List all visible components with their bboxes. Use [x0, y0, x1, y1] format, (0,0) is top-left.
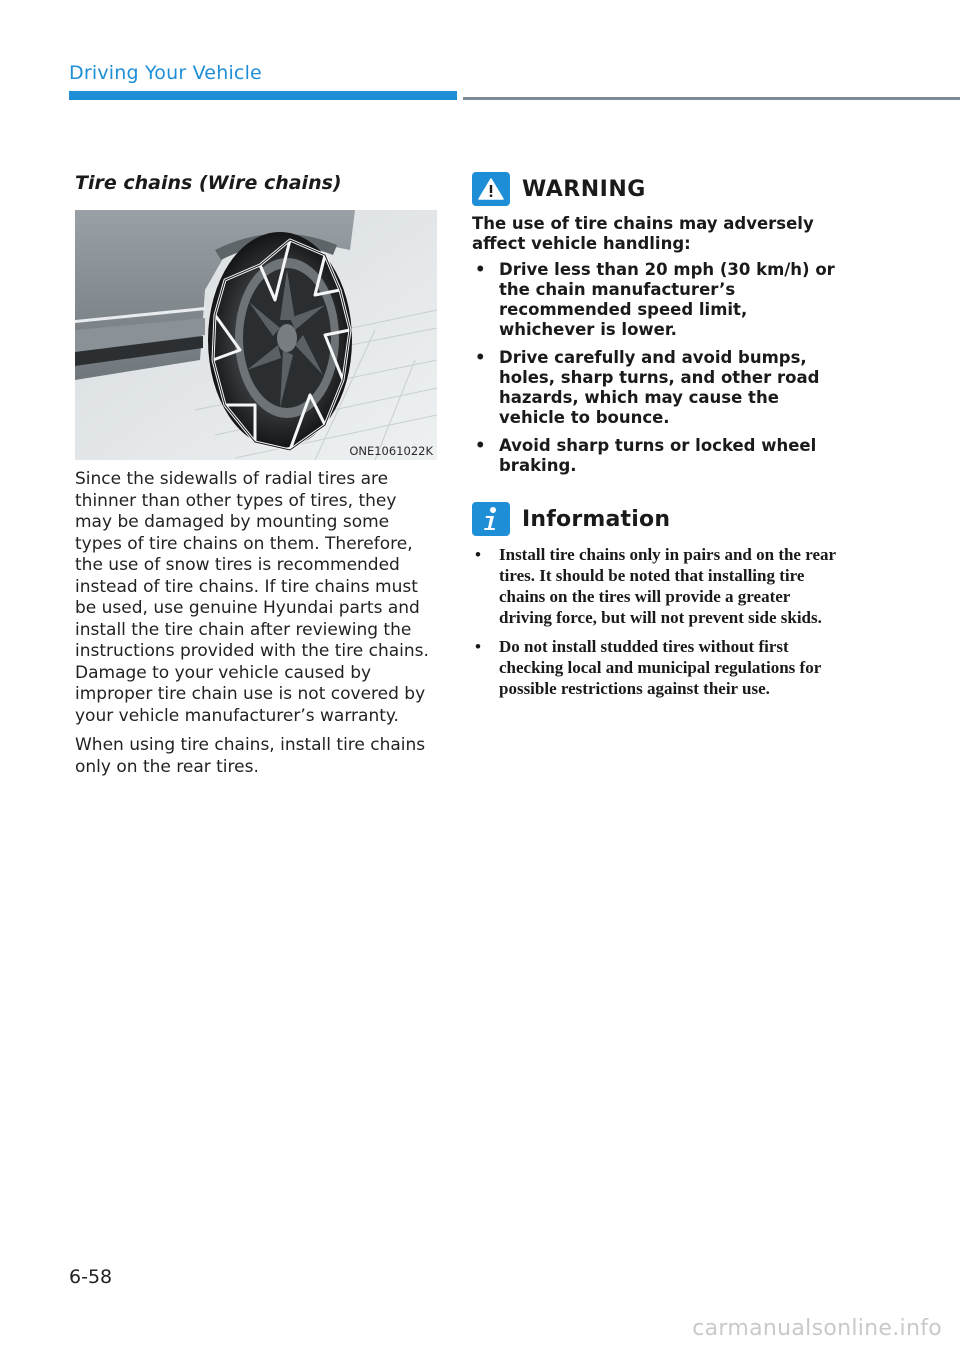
section-heading: Tire chains (Wire chains) — [75, 172, 342, 194]
list-item: • Drive less than 20 mph (30 km/h) or the chain manufacturer’s recommended speed limit, whichever is lower. — [472, 260, 842, 340]
tire-chain-illustration — [75, 210, 437, 460]
warning-header — [472, 172, 842, 206]
left-column — [75, 172, 437, 778]
header-rule-gray — [463, 97, 960, 100]
list-item: • Do not install studded tires without first checking local and municipal regulations for possible restrictions against their use. — [472, 636, 842, 699]
figure-code: ONE1061022K — [349, 444, 433, 458]
header-section-title: Driving Your Vehicle — [69, 62, 262, 84]
list-item: • Drive carefully and avoid bumps, holes, sharp turns, and other road hazards, which may cause the vehicle to bounce. — [472, 348, 842, 428]
body-paragraph: Since the sidewalls of radial tires are thinner than other types of tires, they may be damaged by mounting some types of tire chains on them. Therefore, the use of snow tires is recommended instead of tire chains. If tire chains must be used, use genuine Hyundai parts and install the tire chain after reviewing the instructions provided with the tire chains. Damage to your vehicle caused by improper tire chain use is not covered by your vehicle manufacturer’s warranty. — [75, 469, 429, 726]
right-column — [472, 172, 842, 707]
information-block — [472, 502, 842, 699]
warning-label: WARNING — [522, 176, 646, 202]
information-list — [472, 544, 842, 699]
information-label: Information — [522, 506, 671, 532]
watermark: carmanualsonline.info — [692, 1316, 942, 1341]
warning-triangle-icon — [472, 172, 510, 206]
tire-chain-drawing — [75, 210, 437, 460]
body-paragraph: When using tire chains, install tire chains only on the rear tires. — [75, 735, 426, 777]
info-i-icon — [472, 502, 510, 536]
information-header — [472, 502, 842, 536]
list-item: • Install tire chains only in pairs and on the rear tires. It should be noted that installing tire chains on the tires will provide a greater driving force, but will not prevent side skids. — [472, 544, 842, 628]
page-number: 6-58 — [69, 1266, 113, 1288]
warning-intro: The use of tire chains may adversely affect vehicle handling: — [472, 214, 814, 253]
header-rule-accent — [69, 91, 457, 100]
warning-list — [472, 260, 842, 476]
list-item: • Avoid sharp turns or locked wheel braking. — [472, 436, 842, 476]
